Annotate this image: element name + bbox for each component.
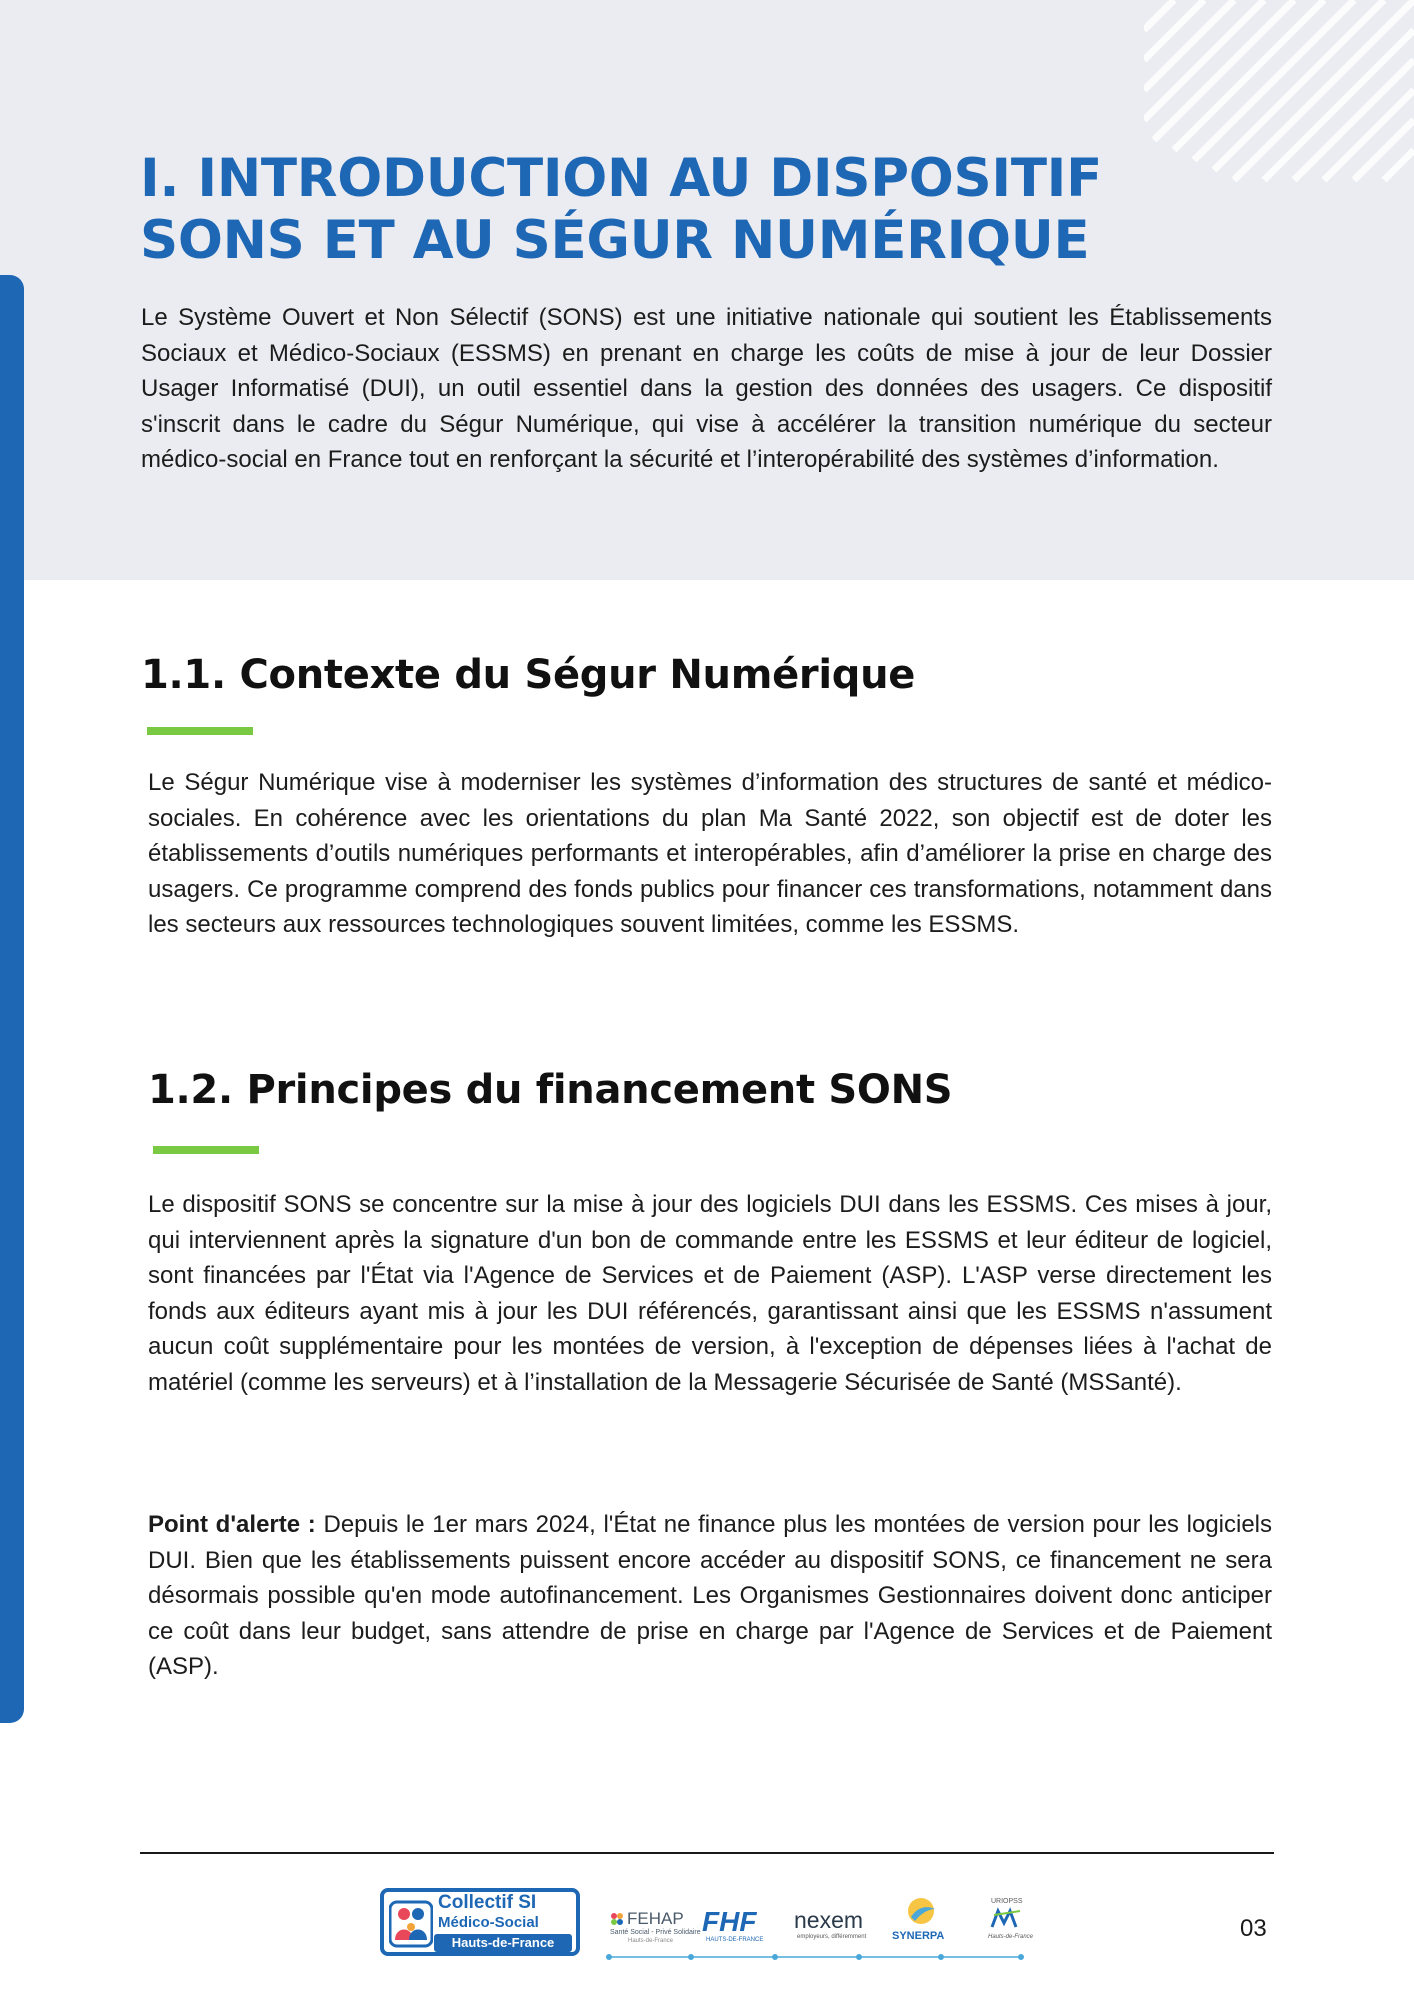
synerpa-sun-icon bbox=[905, 1895, 937, 1927]
section-1-body: Le Ségur Numérique vise à moderniser les systèmes d’information des structures de santé et médico-sociales. En cohérence avec les orientations du plan Ma Santé 2022, son objectif est de doter les établissements d’outils numériques performants et interopérables, afin d’améliorer la prise en charge des usagers. Ce programme comprend des fonds publics pour financer ces transformations, notamment dans les secteurs aux ressources technologiques souvent limitées, comme les ESSMS. bbox=[148, 769, 1272, 939]
nexem-label: nexem bbox=[794, 1907, 864, 1933]
page-title bbox=[140, 148, 1290, 272]
section-1-heading: 1.1. Contexte du Ségur Numérique bbox=[141, 652, 916, 698]
footer-divider bbox=[140, 1852, 1274, 1854]
uriopss-label: URIOPSS bbox=[991, 1898, 1023, 1905]
page-title-line-1: I. INTRODUCTION AU DISPOSITIF bbox=[140, 148, 1102, 209]
fhf-subtitle: HAUTS-DE-FRANCE bbox=[706, 1937, 764, 1943]
alert-text: Depuis le 1er mars 2024, l'État ne finance plus les montées de version pour les logiciels DUI. Bien que les établissements puissent encore accéder au dispositif SONS, ce financement ne sera désormais possible qu'en mode autofinancement. Les Organismes Gestionnaires doivent donc anticiper ce coût dans leur budget, sans attendre de prise en charge par l'Agence de Services et de Paiement (ASP). bbox=[148, 1511, 1273, 1681]
logo-title: Collectif SI bbox=[438, 1892, 537, 1913]
intro-paragraph: Le Système Ouvert et Non Sélectif (SONS) est une initiative nationale qui soutient les Établissements Sociaux et Médico-Sociaux (ESSMS) en prenant en charge les coûts de mise à jour de leur Dossier Usager Informatisé (DUI), un outil essentiel dans la gestion des données des usagers. Ce dispositif s'inscrit dans le cadre du Ségur Numérique, qui vise à accélérer la transition numérique du secteur médico-social en France tout en renforçant la sécurité et l’interopérabilité des systèmes d’information. bbox=[141, 304, 1272, 474]
page-title-line-2: SONS ET AU SÉGUR NUMÉRIQUE bbox=[140, 210, 1090, 271]
alert-label: Point d'alerte : bbox=[148, 1511, 316, 1538]
page-number: 03 bbox=[1240, 1915, 1267, 1942]
fehap-subtitle: Santé Social - Privé Solidaire bbox=[610, 1929, 701, 1936]
nexem-subtitle: employeurs, différemment bbox=[797, 1934, 867, 1940]
section-1-underline bbox=[147, 727, 253, 735]
people-logo-icon bbox=[389, 1900, 433, 1948]
fhf-label: FHF bbox=[702, 1906, 757, 1937]
fehap-icon bbox=[610, 1912, 624, 1926]
section-2-underline bbox=[153, 1146, 259, 1154]
collectif-si-logo bbox=[380, 1888, 580, 1956]
alert-paragraph bbox=[148, 1507, 1272, 1685]
fehap-region: Hauts-de-France bbox=[628, 1938, 674, 1944]
logo-region: Hauts-de-France bbox=[434, 1934, 572, 1952]
uriopss-subtitle: Hauts-de-France bbox=[988, 1934, 1034, 1940]
logo-subtitle: Médico-Social bbox=[438, 1914, 539, 1931]
section-2-heading: 1.2. Principes du financement SONS bbox=[148, 1067, 953, 1113]
uriopss-emblem-icon bbox=[990, 1907, 1024, 1931]
synerpa-label: SYNERPA bbox=[892, 1930, 945, 1942]
side-accent-bar bbox=[0, 275, 24, 1723]
fehap-label: FEHAP bbox=[627, 1909, 684, 1928]
footer-dotted-line bbox=[605, 1952, 1025, 1962]
section-2-body: Le dispositif SONS se concentre sur la mise à jour des logiciels DUI dans les ESSMS. Ces mises à jour, qui interviennent après la signature d'un bon de commande entre les ESSMS et leur éditeur de logiciel, sont financées par l'État via l'Agence de Services et de Paiement (ASP). L'ASP verse directement les fonds aux éditeurs ayant mis à jour les DUI référencés, garantissant ainsi que les ESSMS n'assument aucun coût supplémentaire pour les montées de version, à l'exception de dépenses liées à l'achat de matériel (comme les serveurs) et à l’installation de la Messagerie Sécurisée de Santé (MSSanté). bbox=[148, 1191, 1272, 1396]
